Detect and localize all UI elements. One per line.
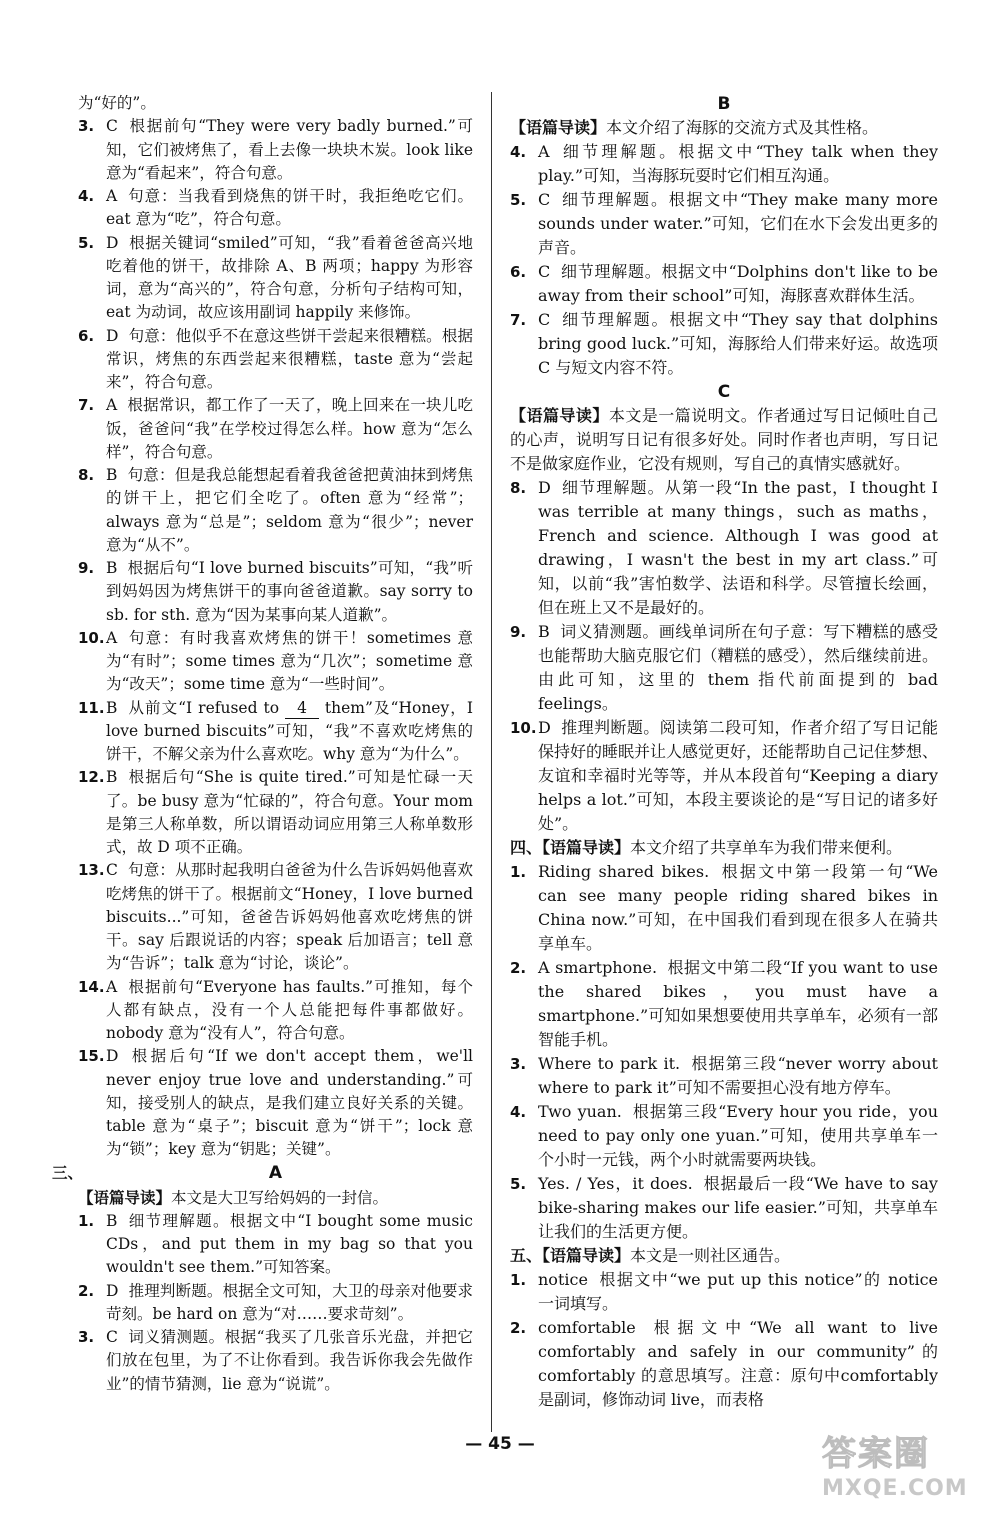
question-number: 8.: [510, 479, 527, 497]
question-number: 4.: [510, 1103, 527, 1121]
answer-key: A: [106, 396, 118, 415]
answer-key: C: [538, 262, 551, 281]
explanation: 根据第三段“never worry about where to park it”可知不需要担心没有地方停车。: [538, 1054, 938, 1097]
explanation: 细节理解题。根据文中“Dolphins don't like to be away from their school”可知，海豚喜欢群体生活。: [538, 262, 938, 305]
explanation: 根据关键词“smiled”可知，“我”看着爸爸高兴地吃着他的饼干，故排除 A、B 两项；happy 为形容词，意为“高兴的”，符合句意，分析句子结构可知，eat 为动词，故应该用副词 happily 来修饰。: [106, 233, 473, 322]
answer-key: A: [106, 628, 118, 647]
answer-item: [78, 232, 473, 325]
explanation: 细节理解题。根据文中“They make many more sounds under water.”可知，它们在水下会发出更多的声音。: [538, 190, 938, 257]
answer-key: B: [106, 698, 118, 717]
answer-key: D: [106, 326, 119, 345]
question-number: 10.: [510, 719, 537, 737]
explanation: 细节理解题。根据文中“They say that dolphins bring good luck.”可知，海豚给人们带来好运。故选项 C 与短文内容不符。: [538, 310, 938, 377]
explanation: 根据文中第二段“If you want to use the shared bikes，you must have a smartphone.”可知如果想要使用共享单车，必须有一部智能手机。: [538, 958, 938, 1049]
question-number: 13.: [78, 861, 105, 880]
question-number: 15.: [78, 1047, 105, 1066]
answer-item: [78, 697, 473, 767]
blank-number: 4: [285, 698, 319, 719]
question-number: 3.: [510, 1055, 527, 1073]
explanation: 细节理解题。根据文中“I bought some music CDs，and put them in my bag so that you wouldn't see them.”可知答案。: [106, 1211, 473, 1277]
question-number: 3.: [78, 1328, 95, 1346]
explanation: 根据第三段“Every hour you ride，you need to pay only one yuan.”可知，使用共享单车一个小时一元钱，两个小时就需要两块钱。: [538, 1102, 938, 1169]
answer-item: [510, 260, 938, 308]
question-number: 2.: [510, 1319, 527, 1337]
question-number: 14.: [78, 977, 105, 996]
answer-item: [78, 1326, 473, 1396]
section-guide: [510, 1244, 938, 1268]
answer-item: [78, 1280, 473, 1327]
question-number: 5.: [78, 233, 95, 252]
explanation: 推理判断题。根据全文可知，大卫的母亲对他要求苛刻。be hard on 意为“对……要求苛刻”。: [106, 1281, 473, 1323]
guide-text: 本文是大卫写给妈妈的一封信。: [171, 1188, 389, 1207]
question-number: 4.: [78, 187, 95, 205]
question-number: 1.: [510, 863, 527, 881]
passage-guide: [78, 1186, 473, 1210]
answer-key: Riding shared bikes.: [538, 862, 710, 881]
answer-item: [78, 557, 473, 627]
answer-item: [78, 766, 473, 859]
answer-key: B: [538, 622, 550, 641]
answer-item: [510, 620, 938, 716]
explanation: 根据后句“I love burned biscuits”可知，“我”听到妈妈因为烤焦饼干的事向爸爸道歉。say sorry to sb. for sth. 意为“因为某事向某人道歉”。: [106, 559, 473, 624]
section-guide: [510, 836, 938, 860]
explanation: 根据最后一段“We have to say bike-sharing makes our life easier.”可知，共享单车让我们的生活更方便。: [538, 1174, 938, 1241]
answer-key: C: [106, 117, 118, 136]
answer-key: A smartphone.: [538, 958, 658, 977]
guide-text: 本文介绍了海豚的交流方式及其性格。: [606, 118, 879, 137]
answer-key: D: [538, 478, 551, 497]
explanation: 细节理解题。根据文中“They talk when they play.”可知，当海豚玩耍时它们相互沟通。: [538, 142, 938, 185]
answer-item: [510, 716, 938, 836]
explanation: 推理判断题。阅读第二段可知，作者介绍了写日记能保持好的睡眠并让人感觉更好，还能帮助自己记住梦想、友谊和幸福时光等等，并从本段首句“Keeping a diary helps a lot.”可知，本段主要谈论的是“写日记的诸多好处”。: [538, 718, 939, 833]
guide-label: 【语篇导读】: [510, 406, 609, 425]
answer-key: D: [538, 718, 551, 737]
answer-key: B: [106, 768, 118, 787]
section-heading: [52, 1162, 473, 1186]
answer-item: [510, 140, 938, 188]
answer-item: [78, 1210, 473, 1280]
answer-key: C: [106, 1328, 118, 1346]
explanation: 词义猜测题。根据“我买了几张音乐光盘，并把它们放在包里，为了不让你看到。我告诉你我会先做作业”的情节猜测，lie 意为“说谎”。: [106, 1328, 473, 1393]
guide-text: 本文是一篇说明文。作者通过写日记倾吐自己的心声，说明写日记有很多好处。同时作者也声明，写日记不是做家庭作业，它没有规则，写自己的真情实感就好。: [510, 406, 938, 473]
question-number: 6.: [78, 326, 95, 345]
answer-key: D: [106, 1047, 119, 1066]
answer-item: [78, 115, 473, 185]
explanation: 根据常识，都工作了一天了，晚上回来在一块儿吃饭，爸爸问“我”在学校过得怎么样。how 意为“怎么样”，符合句意。: [106, 396, 473, 461]
answer-item: [78, 859, 473, 975]
answer-item: [78, 627, 473, 697]
answer-item: [78, 394, 473, 464]
answer-item: [510, 956, 938, 1052]
answer-item: [78, 325, 473, 395]
answer-item: [510, 1100, 938, 1172]
question-number: 8.: [78, 466, 95, 484]
question-number: 3.: [78, 117, 95, 136]
answer-key: comfortable: [538, 1318, 636, 1337]
answer-key: C: [538, 310, 551, 329]
answer-key: B: [106, 466, 118, 484]
answer-item: [78, 464, 473, 557]
explanation-part: them”及“Honey，I love burned biscuits”可知，“我”不喜欢吃烤焦的饼干，不解父亲为什么喜欢吃。why 意为“为什么”。: [106, 698, 473, 763]
explanation: 句意：但是我总能想起看着我爸爸把黄油抹到烤焦的饼干上，把它们全吃了。often 意为“经常”；always 意为“总是”；seldom 意为“很少”；never 意为“从不”。: [106, 466, 473, 554]
answer-key: A: [106, 187, 118, 205]
watermark-text: MXQE.COM: [822, 1476, 968, 1501]
question-number: 2.: [78, 1281, 95, 1300]
question-number: 4.: [510, 143, 527, 161]
passage-heading: A: [268, 1162, 283, 1183]
question-number: 5.: [510, 1175, 527, 1193]
explanation: 根据后句“If we don't accept them，we'll never enjoy true love and understanding.”可知，接受别人的缺点，是我们建立良好关系的关键。table 意为“桌子”；biscuit 意为“饼干”；lock 意为“锁”；key 意为“钥匙；关键”。: [106, 1047, 473, 1159]
answer-key: A: [538, 142, 550, 161]
question-number: 12.: [78, 768, 105, 787]
guide-label: 【语篇导读】: [510, 118, 607, 137]
watermark-logo: 答案圈: [822, 1434, 930, 1474]
question-number: 1.: [78, 1211, 95, 1230]
answer-item: [510, 1052, 938, 1100]
answer-item: [510, 1316, 938, 1412]
guide-label: 【语篇导读】: [542, 838, 631, 857]
question-number: 7.: [510, 311, 527, 329]
answer-key: notice: [538, 1270, 588, 1289]
explanation: 句意：有时我喜欢烤焦的饼干！sometimes 意为“有时”；some times 意为“几次”；sometime 意为“改天”；some time 意为“一些时间”。: [106, 628, 473, 694]
passage-guide: [510, 116, 938, 140]
question-number: 2.: [510, 959, 527, 977]
passage-heading: B: [717, 94, 731, 114]
question-number: 10.: [78, 628, 105, 647]
question-number: 9.: [78, 559, 95, 577]
answer-item: [510, 188, 938, 260]
explanation: 根据文中“We all want to live comfortably and safely in our community”的comfortably 的意思填写。注意：原句中comfortably 是副词，修饰动词 live，而表格: [538, 1318, 938, 1409]
answer-key: A: [106, 977, 118, 996]
answer-key: Where to park it.: [538, 1054, 681, 1073]
page-number: — 45 —: [465, 1434, 535, 1454]
explanation-part: 从前文“I refused to: [127, 698, 286, 717]
question-number: 5.: [510, 191, 527, 209]
passage-guide: [510, 404, 938, 476]
question-number: 11.: [78, 698, 105, 717]
explanation: 根据后句“She is quite tired.”可知是忙碌一天了。be busy 意为“忙碌的”，符合句意。Your mom 是第三人称单数，所以谓语动词应用第三人称单数形式，故 D 项不正确。: [106, 768, 473, 856]
explanation: 句意：从那时起我明白爸爸为什么告诉妈妈他喜欢吃烤焦的饼干了。根据前文“Honey，I love burned biscuits...”可知，爸爸告诉妈妈他喜欢吃烤焦的饼干。say 后跟说话的内容；speak 后加语言；tell 意为“告诉”；talk 意为“讨论，谈论”。: [106, 861, 473, 973]
answer-item: [510, 308, 938, 380]
guide-label: 【语篇导读】: [78, 1187, 172, 1207]
answer-key: Two yuan.: [538, 1102, 622, 1121]
explanation: 根据文中第一段第一句“We can see many people riding shared bikes in China now.”可知，在中国我们看到现在很多人在骑共享单车。: [538, 862, 938, 953]
answer-item: [510, 1268, 938, 1316]
passage-heading: C: [717, 382, 731, 402]
answer-key: D: [106, 1281, 119, 1300]
watermark: [822, 1432, 982, 1512]
guide-text: 本文是一则社区通告。: [630, 1246, 791, 1265]
answer-item: [510, 1172, 938, 1244]
answer-item: [78, 976, 473, 1046]
section-number: 三、: [52, 1163, 84, 1182]
answer-key: B: [106, 559, 118, 577]
left-column: [52, 92, 473, 1396]
explanation: 根据文中“we put up this notice”的 notice 一词填写。: [538, 1270, 938, 1313]
answer-key: B: [106, 1211, 118, 1230]
answer-key: C: [538, 190, 551, 209]
section-number: 四、: [510, 838, 543, 857]
explanation: 句意：他似乎不在意这些饼干尝起来很糟糕。根据常识，烤焦的东西尝起来很糟糕，taste 意为“尝起来”，符合句意。: [106, 326, 473, 391]
answer-item: [510, 476, 938, 620]
answer-item: [510, 860, 938, 956]
explanation: 词义猜测题。画线单词所在句子意：写下糟糕的感受也能帮助大脑克服它们（糟糕的感受），然后继续前进。由此可知，这里的 them 指代前面提到的 bad feelings。: [538, 622, 938, 713]
question-number: 7.: [78, 396, 95, 415]
explanation: 根据前句“They were very badly burned.”可知，它们被烤焦了，看上去像一块块木炭。look like 意为“看起来”，符合句意。: [106, 117, 473, 182]
explanation: 细节理解题。从第一段“In the past，I thought I was terrible at many things，such as maths，French and science. Although I was good at drawing，I wasn't the best in my art class.”可知，以前“我”害怕数学、法语和科学。尽管擅长绘画，但在班上又不是最好的。: [538, 478, 938, 617]
column-divider: [491, 92, 492, 1432]
right-column: [510, 92, 938, 1412]
question-number: 9.: [510, 623, 527, 641]
section-number: 五、: [510, 1246, 543, 1265]
guide-label: 【语篇导读】: [542, 1246, 631, 1265]
explanation: 句意：当我看到烧焦的饼干时，我拒绝吃它们。eat 意为“吃”，符合句意。: [106, 187, 473, 229]
explanation: 根据前句“Everyone has faults.”可推知，每个人都有缺点，没有一个人总能把每件事都做好。nobody 意为“没有人”，符合句意。: [106, 977, 473, 1042]
answer-item: [78, 185, 473, 232]
answer-key: D: [106, 233, 119, 252]
answer-key: Yes. / Yes，it does.: [538, 1174, 693, 1193]
question-number: 1.: [510, 1271, 527, 1289]
answer-item: [78, 1045, 473, 1161]
answer-key: C: [106, 861, 118, 880]
guide-text: 本文介绍了共享单车为我们带来便利。: [630, 838, 903, 857]
question-number: 6.: [510, 263, 527, 281]
continued-text: 为“好的”。: [78, 94, 156, 112]
